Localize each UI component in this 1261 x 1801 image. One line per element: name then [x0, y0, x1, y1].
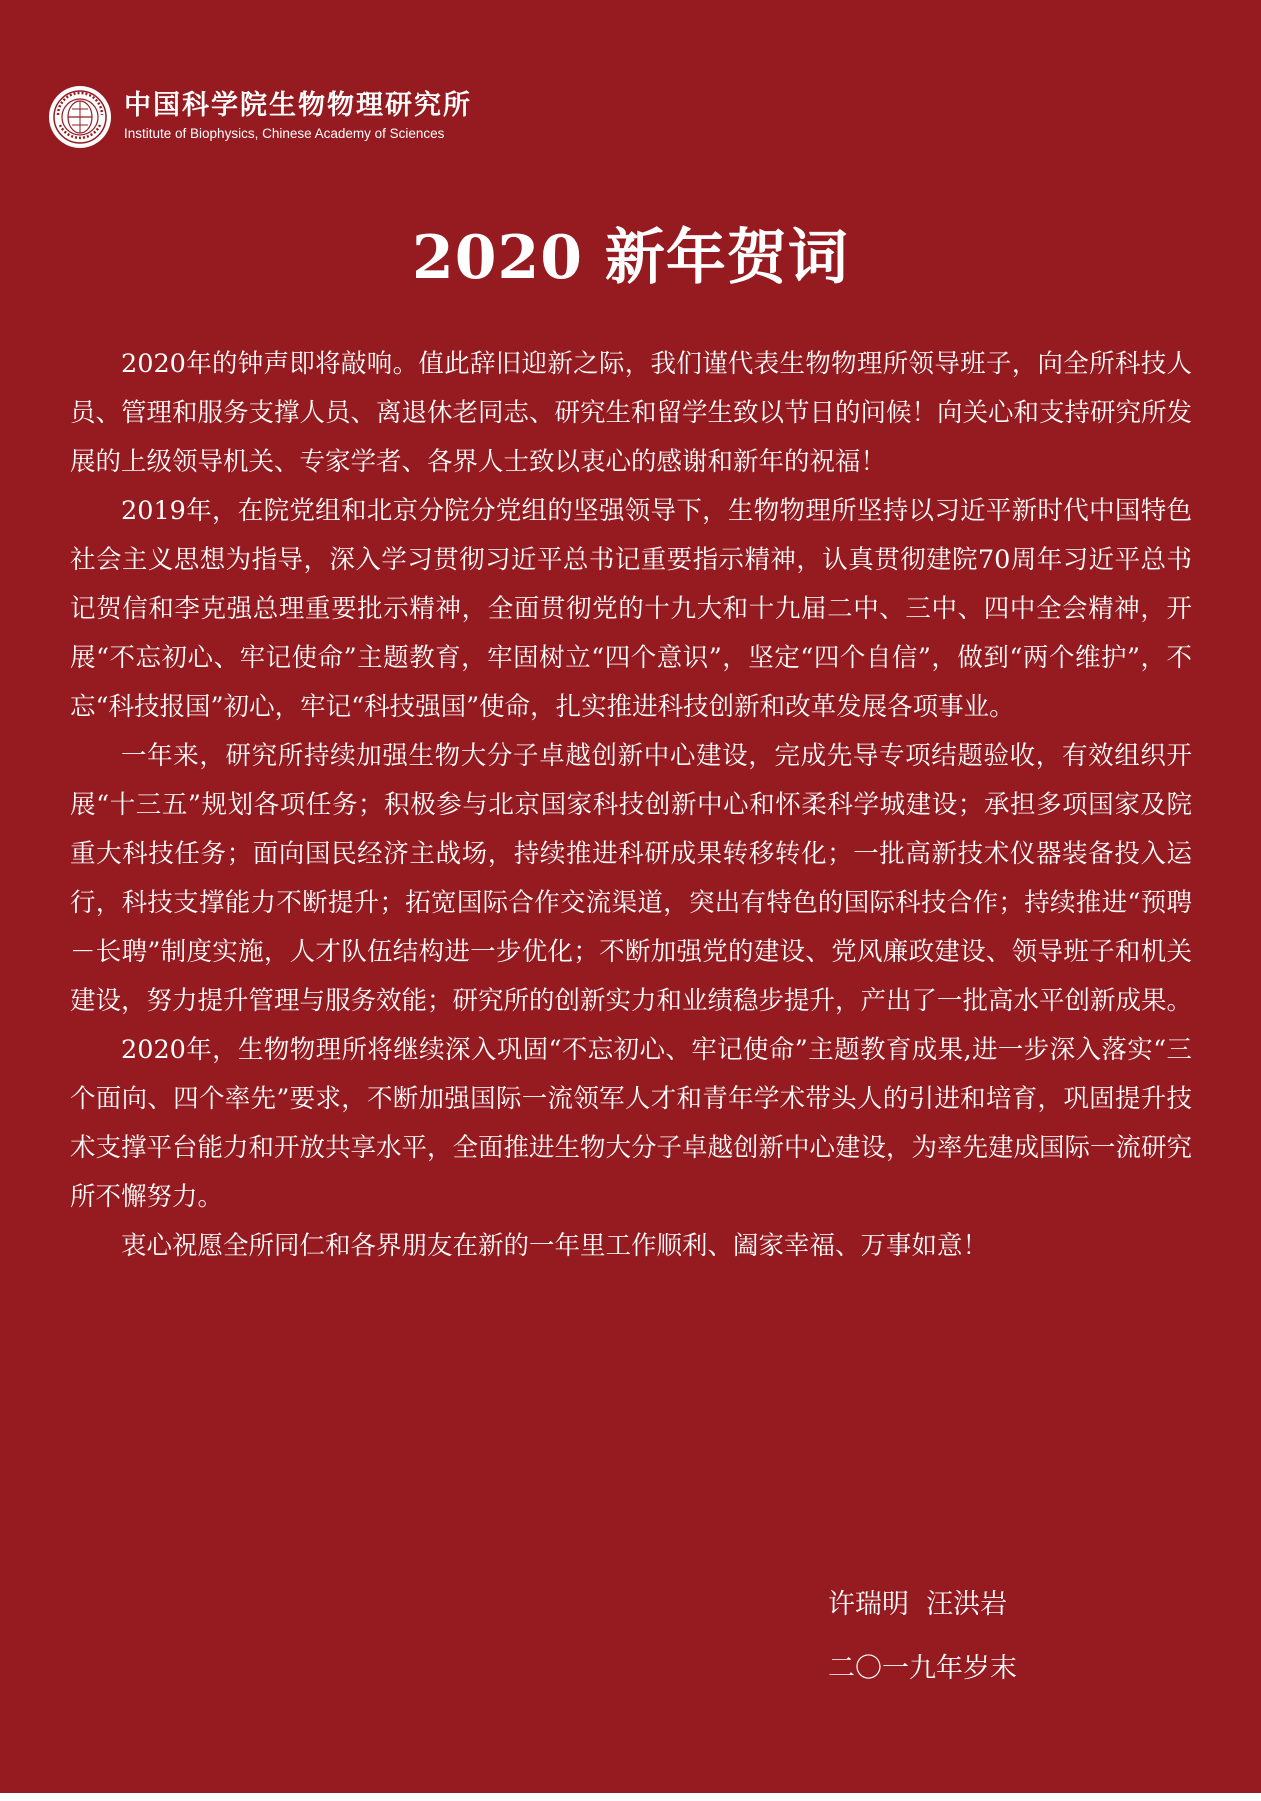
paragraph-greeting: 2020年的钟声即将敲响。值此辞旧迎新之际，我们谨代表生物物理所领导班子，向全所科技人员、管理和服务支撑人员、离退休老同志、研究生和留学生致以节日的问候！向关心和支持研究所发展的上级领导机关、专家学者、各界人士致以衷心的感谢和新年的祝福！ — [70, 349, 1193, 477]
paragraph-achievements: 一年来，研究所持续加强生物大分子卓越创新中心建设，完成先导专项结题验收，有效组织开展“十三五”规划各项任务；积极参与北京国家科技创新中心和怀柔科学城建设；承担多项国家及院重大科技任务；面向国民经济主战场，持续推进科研成果转移转化；一批高新技术仪器装备投入运行，科技支撑能力不断提升；拓宽国际合作交流渠道，突出有特色的国际科技合作；持续推进“预聘－长聘”制度实施，人才队伍结构进一步优化；不断加强党的建设、党风廉政建设、领导班子和机关建设，努力提升管理与服务效能；研究所的创新实力和业绩稳步提升，产出了一批高水平创新成果。 — [70, 741, 1193, 1016]
greeting-body — [70, 340, 1192, 1271]
bottom-margin — [0, 1793, 1261, 1801]
page-title: 2020 新年贺词 — [412, 223, 849, 293]
paragraph-2019-review: 2019年，在院党组和北京分院分党组的坚强领导下，生物物理所坚持以习近平新时代中国特色社会主义思想为指导，深入学习贯彻习近平总书记重要指示精神，认真贯彻建院70周年习近平总书记贺信和李克强总理重要批示精神，全面贯彻党的十九大和十九届二中、三中、四中全会精神，开展“不忘初心、牢记使命”主题教育，牢固树立“四个意识”，坚定“四个自信”，做到“两个维护”，不忘“科技报国”初心，牢记“科技强国”使命，扎实推进科技创新和改革发展各项事业。 — [70, 496, 1192, 722]
institute-name-en: Institute of Biophysics, Chinese Academy of Sciences — [124, 126, 445, 141]
signature-block — [828, 1588, 1017, 1686]
institute-seal-icon — [48, 85, 112, 149]
signature-date: 二〇一九年岁末 — [828, 1653, 1017, 1684]
institute-name-cn: 中国科学院生物物理研究所 — [124, 90, 472, 121]
signature-names: 许瑞明 汪洪岩 — [828, 1589, 1008, 1620]
institute-header — [48, 86, 472, 148]
paragraph-wishes: 衷心祝愿全所同仁和各界朋友在新的一年里工作顺利、阖家幸福、万事如意！ — [121, 1231, 989, 1261]
paragraph-2020-plan: 2020年，生物物理所将继续深入巩固“不忘初心、牢记使命”主题教育成果,进一步深入落实“三个面向、四个率先”要求，不断加强国际一流领军人才和青年学术带头人的引进和培育，巩固提升技术支撑平台能力和开放共享水平，全面推进生物大分子卓越创新中心建设，为率先建成国际一流研究所不懈努力。 — [70, 1035, 1193, 1212]
institute-name-block — [124, 90, 472, 144]
